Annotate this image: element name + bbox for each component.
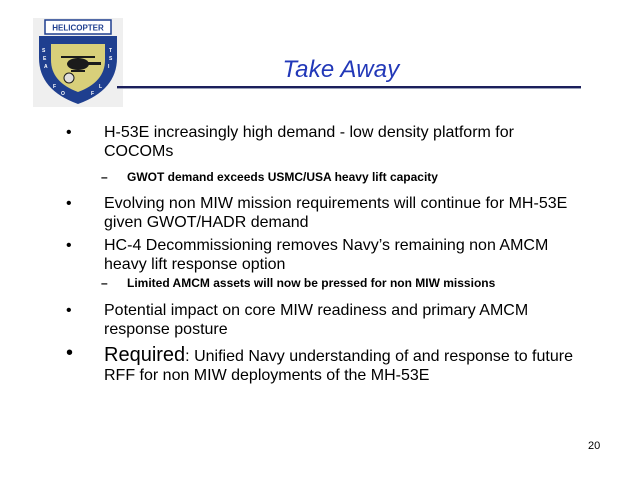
bullet-item — [66, 194, 586, 234]
svg-text:O: O — [61, 91, 65, 97]
bullet-text-container — [104, 346, 584, 385]
bullet-symbol: – — [101, 276, 108, 290]
bullet-lead-word: Required — [104, 344, 186, 366]
svg-text:E: E — [43, 56, 47, 62]
bullet-symbol: • — [66, 342, 74, 364]
bullet-symbol: • — [66, 237, 72, 254]
svg-text:L: L — [99, 84, 103, 90]
svg-text:S: S — [109, 56, 113, 62]
bullet-text: H-53E increasingly high demand - low density platform for COCOMs — [104, 124, 514, 160]
bullet-symbol: • — [66, 195, 72, 212]
svg-text:F: F — [91, 91, 95, 97]
page-number: 20 — [588, 440, 601, 452]
bullet-symbol: • — [66, 124, 72, 141]
bullet-item — [66, 342, 586, 390]
slide-title: Take Away — [282, 56, 400, 83]
svg-text:I: I — [108, 64, 110, 70]
bullet-text: : Unified Navy understanding of and response to future RFF for non MIW deployments of the MH-53E — [104, 348, 573, 384]
svg-text:T: T — [109, 48, 113, 54]
bullet-item — [66, 123, 586, 163]
bullet-text: Potential impact on core MIW readiness and primary AMCM response posture — [104, 302, 529, 338]
bullet-item — [66, 301, 586, 341]
bullet-text: HC-4 Decommissioning removes Navy’s remaining non AMCM heavy lift response option — [104, 237, 549, 273]
sub-bullet-text: GWOT demand exceeds USMC/USA heavy lift capacity — [127, 170, 438, 184]
bullet-symbol: – — [101, 170, 108, 184]
bullet-item — [66, 236, 586, 276]
logo-top-text: HELICOPTER — [52, 23, 104, 33]
svg-text:A: A — [44, 64, 48, 70]
bullet-symbol: • — [66, 302, 72, 319]
sub-bullet-text: Limited AMCM assets will now be pressed for non MIW missions — [127, 276, 496, 290]
svg-text:F: F — [53, 84, 57, 90]
svg-text:S: S — [42, 48, 46, 54]
bullet-text: Evolving non MIW mission requirements will continue for MH-53E given GWOT/HADR demand — [104, 195, 568, 231]
